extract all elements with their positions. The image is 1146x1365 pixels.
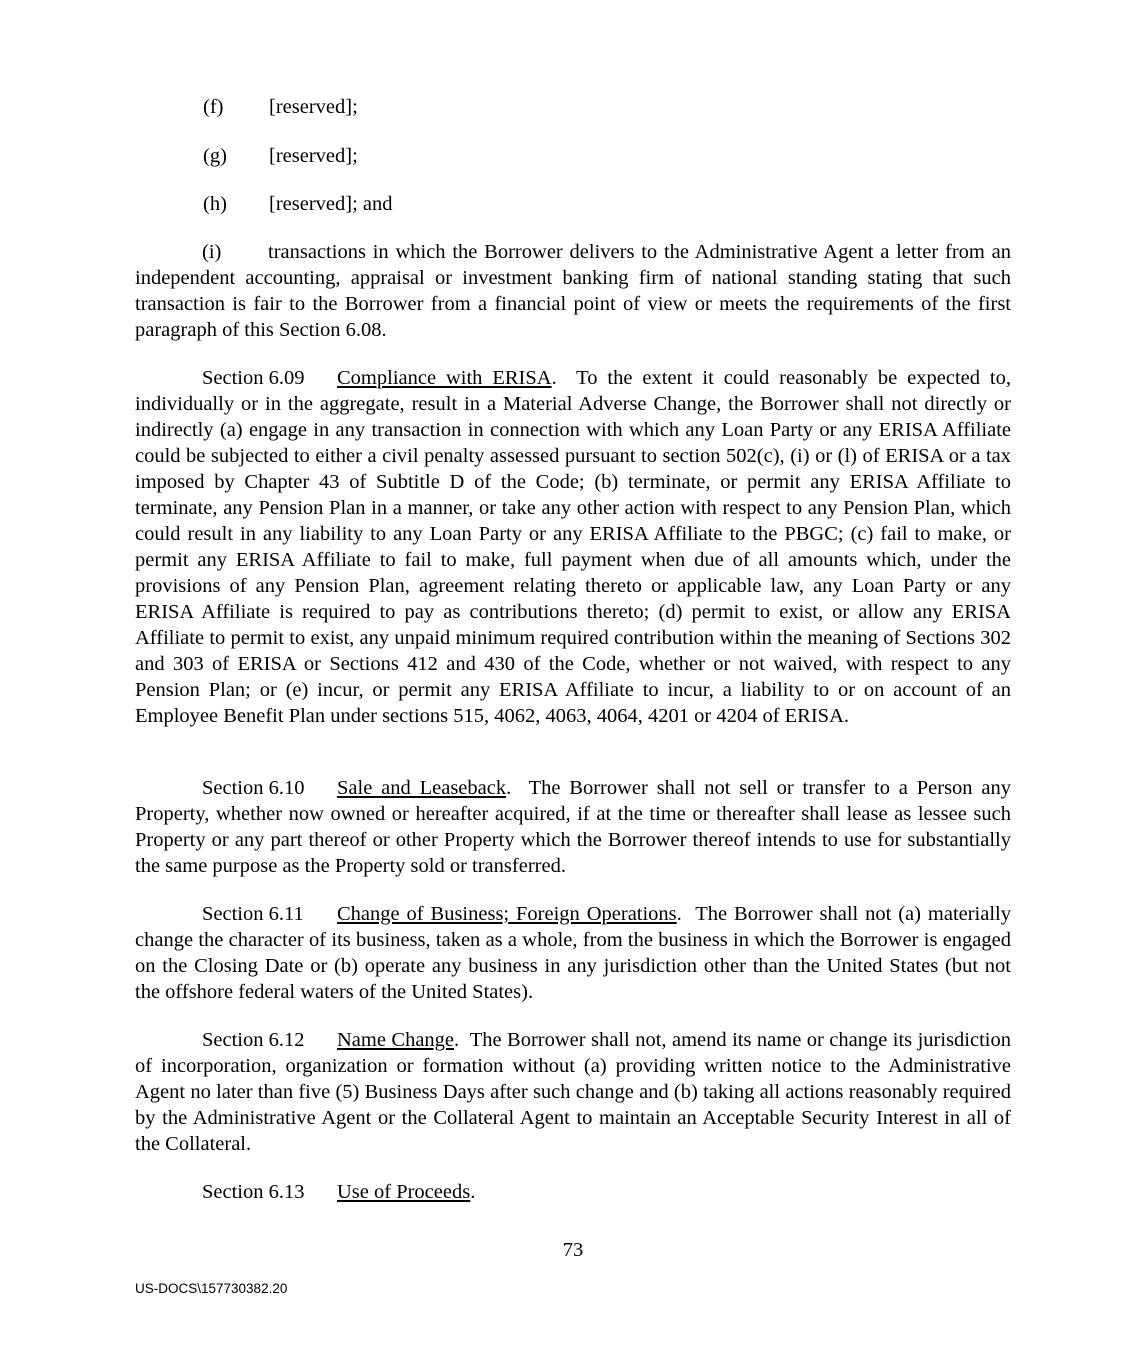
section-number: Section 6.09 [202,367,305,389]
section-title: Sale and Leaseback [337,777,507,799]
clause-text: [reserved]; [269,96,358,118]
document-id: US-DOCS\157730382.20 [135,1281,288,1296]
clause-marker: (f) [203,96,224,118]
clause-text: [reserved]; [269,145,358,167]
clause-marker: (g) [203,145,227,167]
section-6-11: Section 6.11 Change of Business; Foreign Operations. The Borrower shall not (a) materially change the character of its business, taken as a whole, from the business in which the Borrower is engaged on the Closing Date or (b) operate any business in any jurisdiction other than the United States (but not the offshore federal waters of the United States). [135,903,1011,1003]
page-number: 73 [562,1239,584,1261]
clause-text: transactions in which the Borrower delivers to the Administrative Agent a letter from an independent accounting, appraisal or investment banking firm of national standing stating that such transaction is fair to the Borrower from a financial point of view or meets the requirements of the first paragraph of this Section 6.08. [135,241,1011,341]
section-body: The Borrower shall not sell or transfer to a Person any Property, whether now owned or hereafter acquired, if at the time or thereafter shall lease as lessee such Property or any part thereof or other Property which the Borrower thereof intends to use for substantially the same purpose as the Property sold or transferred. [135,777,1012,877]
section-number: Section 6.11 [202,903,304,925]
clause-f [203,94,358,120]
clause-g [203,143,358,169]
section-body: To the extent it could reasonably be expected to, individually or in the aggregate, result in a Material Adverse Change, the Borrower shall not directly or indirectly (a) engage in any transaction in connection with which any Loan Party or any ERISA Affiliate could be subjected to either a civil penalty assessed pursuant to section 502(c), (i) or (l) of ERISA or a tax imposed by Chapter 43 of Subtitle D of the Code; (b) terminate, or permit any ERISA Affiliate to terminate, any Pension Plan in a manner, or take any other action with respect to any Pension Plan, which could result in any liability to any Loan Party or any ERISA Affiliate to the PBGC; (c) fail to make, or permit any ERISA Affiliate to fail to make, full payment when due of all amounts which, under the provisions of any Pension Plan, agreement relating thereto or applicable law, any Loan Party or any ERISA Affiliate is required to pay as contributions thereto; (d) permit to exist, or allow any ERISA Affiliate to permit to exist, any unpaid minimum required contribution within the meaning of Sections 302 and 303 of ERISA or Sections 412 and 430 of the Code, whether or not waived, with respect to any Pension Plan; or (e) incur, or permit any ERISA Affiliate to incur, a liability to or on account of an Employee Benefit Plan under sections 515, 4062, 4063, 4064, 4201 or 4204 of ERISA. [135,367,1011,727]
section-title: Compliance with ERISA [337,367,552,389]
clause-text: [reserved]; and [269,193,393,215]
section-title: Change of Business; Foreign Operations [337,903,677,925]
section-title: Name Change [337,1029,455,1051]
section-body: The Borrower shall not, amend its name or change its jurisdiction of incorporation, organization or formation without (a) providing written notice to the Administrative Agent no later than five (5) Business Days after such change and (b) taking all actions reasonably required by the Administrative Agent or the Collateral Agent to maintain an Acceptable Security Interest in all of the Collateral. [135,1029,1011,1155]
clause-h [203,191,393,217]
section-6-10: Section 6.10 Sale and Leaseback. The Borrower shall not sell or transfer to a Person any Property, whether now owned or hereafter acquired, if at the time or thereafter shall lease as lessee such Property or any part thereof or other Property which the Borrower thereof intends to use for substantially the same purpose as the Property sold or transferred. [135,777,1012,877]
section-title: Use of Proceeds [337,1181,471,1203]
section-number: Section 6.13 [202,1181,305,1203]
section-6-09: Section 6.09 Compliance with ERISA. To the extent it could reasonably be expected to, individually or in the aggregate, result in a Material Adverse Change, the Borrower shall not directly or indirectly (a) engage in any transaction in connection with which any Loan Party or any ERISA Affiliate could be subjected to either a civil penalty assessed pursuant to section 502(c), (i) or (l) of ERISA or a tax imposed by Chapter 43 of Subtitle D of the Code; (b) terminate, or permit any ERISA Affiliate to terminate, any Pension Plan in a manner, or take any other action with respect to any Pension Plan, which could result in any liability to any Loan Party or any ERISA Affiliate to the PBGC; (c) fail to make, or permit any ERISA Affiliate to fail to make, full payment when due of all amounts which, under the provisions of any Pension Plan, agreement relating thereto or applicable law, any Loan Party or any ERISA Affiliate is required to pay as contributions thereto; (d) permit to exist, or allow any ERISA Affiliate to permit to exist, any unpaid minimum required contribution within the meaning of Sections 302 and 303 of ERISA or Sections 412 and 430 of the Code, whether or not waived, with respect to any Pension Plan; or (e) incur, or permit any ERISA Affiliate to incur, a liability to or on account of an Employee Benefit Plan under sections 515, 4062, 4063, 4064, 4201 or 4204 of ERISA. [135,367,1011,727]
section-number: Section 6.12 [202,1029,305,1051]
section-6-12: Section 6.12 Name Change. The Borrower shall not, amend its name or change its jurisdiction of incorporation, organization or formation without (a) providing written notice to the Administrative Agent no later than five (5) Business Days after such change and (b) taking all actions reasonably required by the Administrative Agent or the Collateral Agent to maintain an Acceptable Security Interest in all of the Collateral. [135,1029,1011,1155]
section-6-13: Section 6.13 Use of Proceeds. [202,1181,476,1203]
clause-marker: (i) [202,241,222,263]
section-body: The Borrower shall not (a) materially change the character of its business, taken as a whole, from the business in which the Borrower is engaged on the Closing Date or (b) operate any business in any jurisdiction other than the United States (but not the offshore federal waters of the United States). [135,903,1011,1003]
clause-i [135,239,1011,343]
section-number: Section 6.10 [202,777,305,799]
clause-marker: (h) [203,193,227,215]
